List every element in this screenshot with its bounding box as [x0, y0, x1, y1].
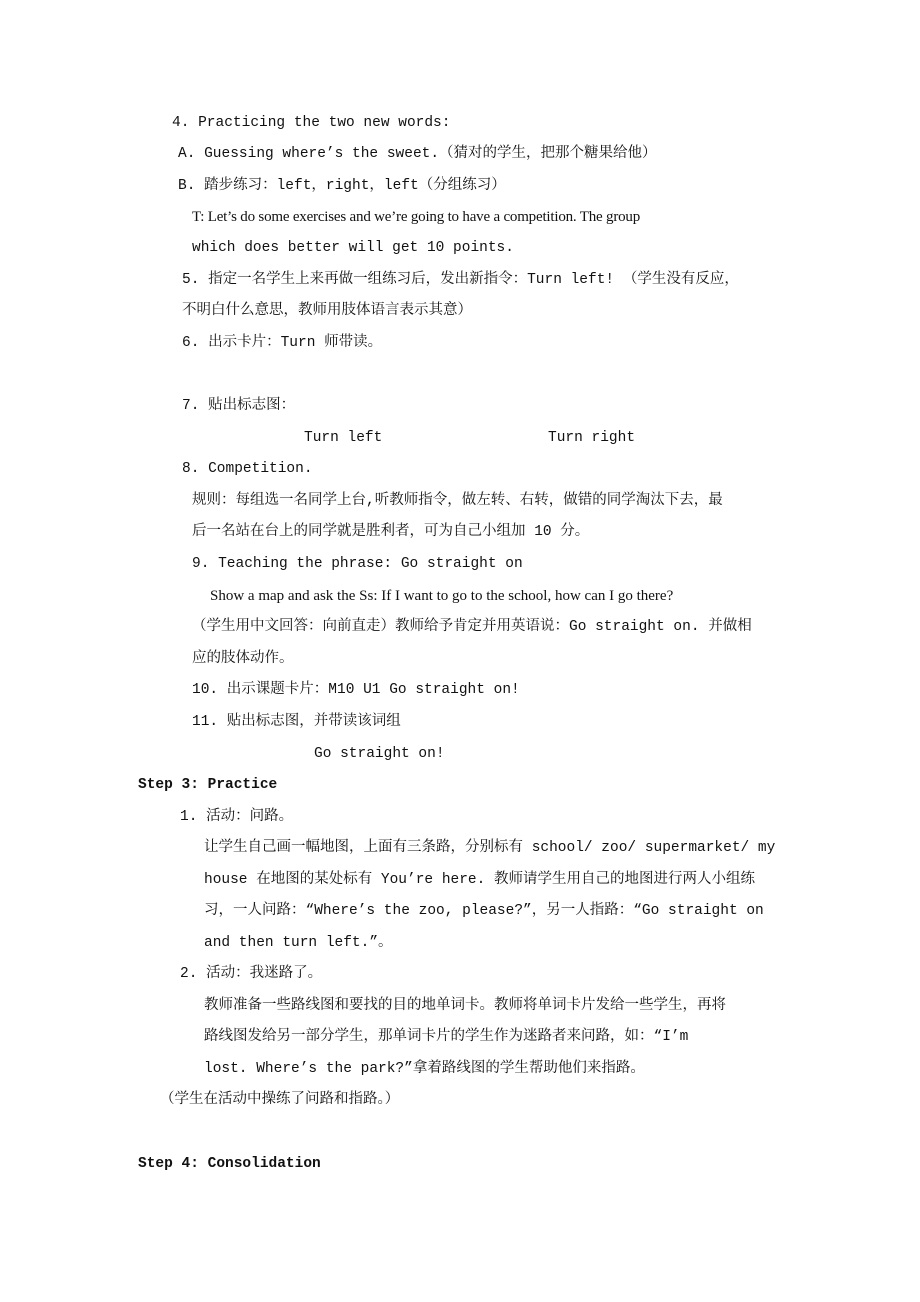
sign-turn-right: Turn right [548, 430, 636, 446]
practice-note: （学生在活动中操练了问路和指路。） [160, 1092, 400, 1108]
item-6: 6. 出示卡片：Turn 师带读。 [182, 335, 383, 351]
activity-1-desc: 让学生自己画一幅地图，上面有三条路，分别标有 school/ zoo/ supermarket/ my [204, 840, 776, 856]
item-9-detail-cont: （学生用中文回答：向前直走）教师给予肯定并用英语说：Go straight on. 并做相 [192, 619, 752, 635]
item-8-rules: 规则：每组选一名同学上台,听教师指令，做左转、右转，做错的同学淘汰下去，最 [192, 493, 723, 509]
item-9-detail: Show a map and ask the Ss: If I want to go to the school, how can I go there? [210, 588, 674, 604]
step-3-heading: Step 3: Practice [138, 777, 278, 793]
activity-1-desc-4: and then turn left.”。 [204, 935, 393, 951]
item-9: 9. Teaching the phrase: Go straight on [192, 556, 523, 572]
item-8-rules-cont: 后一名站在台上的同学就是胜利者，可为自己小组加 10 分。 [192, 524, 590, 540]
item-8: 8. Competition. [182, 461, 313, 477]
item-7: 7. 贴出标志图： [182, 398, 296, 414]
item-9-detail-end: 应的肢体动作。 [192, 651, 294, 667]
item-4a: A. Guessing where’s the sweet.（猜对的学生，把那个糖果给他） [178, 146, 657, 162]
teacher-line: T: Let’s do some exercises and we’re going to have a competition. The group [192, 209, 641, 225]
activity-2: 2. 活动：我迷路了。 [180, 966, 323, 982]
item-5-cont: 不明白什么意思，教师用肢体语言表示其意） [182, 303, 472, 319]
teacher-line-cont: which does better will get 10 points. [192, 240, 514, 256]
item-5: 5. 指定一名学生上来再做一组练习后，发出新指令：Turn left! （学生没有反应， [182, 272, 739, 288]
step-4-heading: Step 4: Consolidation [138, 1156, 321, 1172]
activity-2-desc-3: lost. Where’s the park?”拿着路线图的学生帮助他们来指路。 [204, 1061, 645, 1077]
item-4-heading: 4. Practicing the two new words: [172, 115, 451, 131]
item-4b: B. 踏步练习：left，right，left（分组练习） [178, 178, 506, 194]
activity-1: 1. 活动：问路。 [180, 809, 294, 825]
item-11: 11. 贴出标志图，并带读该词组 [192, 714, 401, 730]
activity-1-desc-3: 习，一人问路：“Where’s the zoo, please?”，另一人指路：“Go straight on [204, 903, 764, 919]
activity-2-desc: 教师准备一些路线图和要找的目的地单词卡。教师将单词卡片发给一些学生，再将 [204, 998, 726, 1014]
activity-1-desc-2: house 在地图的某处标有 You’re here. 教师请学生用自己的地图进行两人小组练 [204, 872, 756, 888]
item-10: 10. 出示课题卡片：M10 U1 Go straight on! [192, 682, 520, 698]
sign-go-straight: Go straight on! [314, 746, 445, 762]
sign-turn-left: Turn left [304, 430, 383, 446]
activity-2-desc-2: 路线图发给另一部分学生，那单词卡片的学生作为迷路者来问路，如：“I’m [204, 1029, 689, 1045]
